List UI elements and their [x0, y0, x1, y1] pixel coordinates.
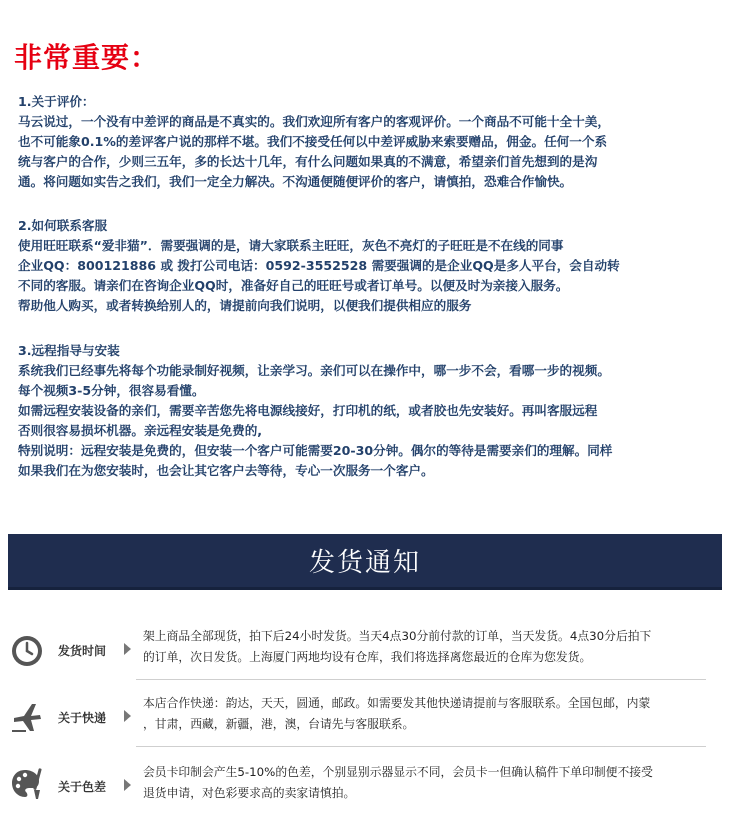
- info-line: 本店合作快递：韵达，天天，圆通，邮政。如需要发其他快递请提前与客服联系。全国包邮，内蒙: [143, 696, 651, 710]
- section-line: 帮助他人购买，或者转换给别人的，请提前向我们说明，以便我们提供相应的服务: [18, 298, 472, 313]
- arrow-right-icon: [124, 643, 131, 655]
- section-heading: 3.远程指导与安装: [18, 343, 120, 358]
- info-description: [143, 693, 703, 735]
- important-title: 非常重要：: [14, 41, 160, 74]
- info-row-shipping-time: [8, 626, 713, 676]
- arrow-right-icon: [124, 710, 131, 722]
- info-line: ，甘肃，西藏，新疆，港，澳，台请先与客服联系。: [143, 717, 415, 731]
- info-row-color-difference: [8, 762, 713, 812]
- section-heading: 2.如何联系客服: [18, 218, 108, 233]
- shipping-banner: [8, 534, 722, 590]
- arrow-right-icon: [124, 779, 131, 791]
- section-line: 特别说明：远程安装是免费的，但安装一个客户可能需要20-30分钟。偶尔的等待是需要亲们的理解。同样: [18, 443, 613, 458]
- section-line: 如果我们在为您安装时，也会让其它客户去等待，专心一次服务一个客户。: [18, 463, 434, 478]
- info-description: [143, 626, 703, 668]
- info-label: 关于快递: [58, 711, 107, 725]
- section-line: 每个视频3-5分钟，很容易看懂。: [18, 383, 205, 398]
- info-description: [143, 762, 703, 804]
- section-line: 否则很容易损坏机器。亲远程安装是免费的,: [18, 423, 263, 438]
- divider: [136, 746, 706, 747]
- section-line: 如需远程安装设备的亲们，需要辛苦您先将电源线接好，打印机的纸，或者胶也先安装好。再叫客服远程: [18, 403, 598, 418]
- clock-icon: [10, 634, 44, 668]
- info-line: 的订单，次日发货。上海厦门两地均设有仓库，我们将选择离您最近的仓库为您发货。: [143, 650, 592, 664]
- section-line: 马云说过，一个没有中差评的商品是不真实的。我们欢迎所有客户的客观评价。一个商品不可能十全十美，: [18, 114, 610, 129]
- info-label: 发货时间: [58, 644, 107, 658]
- info-label: 关于色差: [58, 780, 107, 794]
- divider: [136, 679, 706, 680]
- section-line: 不同的客服。请亲们在咨询企业QQ时，准备好自己的旺旺号或者订单号。以便及时为亲接入服务。: [18, 278, 569, 293]
- section-line: 企业QQ：800121886 或 拨打公司电话：0592-3552528 需要强调的是企业QQ是多人平台，会自动转: [18, 258, 620, 273]
- section-remote-install: [18, 341, 723, 481]
- section-line: 也不可能象0.1%的差评客户说的那样不堪。我们不接受任何以中差评威胁来索要赠品，佣金。任何一个系: [18, 134, 608, 149]
- section-line: 系统我们已经事先将每个功能录制好视频，让亲学习。亲们可以在操作中，哪一步不会，看哪一步的视频。: [18, 363, 610, 378]
- info-row-express: [8, 693, 713, 743]
- banner-title: 发货通知: [308, 548, 421, 578]
- info-line: 退货申请，对色彩要求高的卖家请慎拍。: [143, 786, 356, 800]
- section-line: 统与客户的合作，少则三五年，多的长达十几年，有什么问题如果真的不满意，希望亲们首先想到的是沟: [18, 154, 598, 169]
- info-line: 架上商品全部现货，拍下后24小时发货。当天4点30分前付款的订单，当天发货。4点30分后拍下: [143, 629, 652, 643]
- airplane-icon: [10, 700, 44, 734]
- info-line: 会员卡印制会产生5-10%的色差，个别显别示器显示不同，会员卡一但确认稿件下单印制便不接受: [143, 765, 653, 779]
- section-heading: 1.关于评价：: [18, 94, 95, 109]
- palette-icon: [10, 766, 44, 800]
- section-line: 使用旺旺联系“爱非猫”．需要强调的是，请大家联系主旺旺，灰色不亮灯的子旺旺是不在线的同事: [18, 238, 564, 253]
- section-contact: [18, 216, 723, 316]
- section-line: 通。将问题如实告之我们，我们一定全力解决。不沟通便随便评价的客户，请慎拍，恐难合作愉快。: [18, 174, 573, 189]
- section-evaluation: [18, 92, 723, 192]
